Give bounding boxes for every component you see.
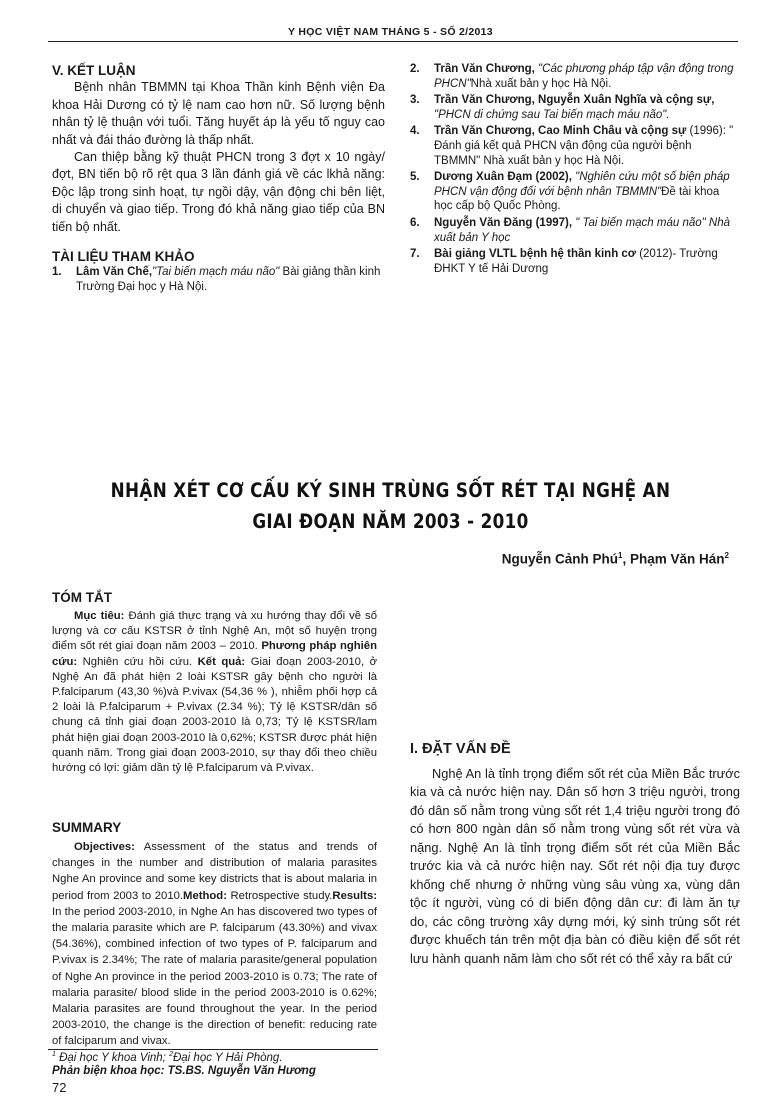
reference-item bbox=[410, 247, 740, 276]
reference-item bbox=[410, 93, 740, 122]
reference-number: 5. bbox=[410, 171, 420, 184]
reference-number: 4. bbox=[410, 125, 420, 138]
introduction-heading: I. ĐẶT VẤN ĐỀ bbox=[410, 741, 511, 757]
references-heading: TÀI LIỆU THAM KHẢO bbox=[52, 249, 195, 265]
abstract-result-label: Kết quả: bbox=[192, 655, 246, 668]
author-affiliation-mark: 1 bbox=[618, 551, 623, 560]
introduction-paragraph: Nghệ An là tỉnh trọng điểm sốt rét của Miền Bắc trước kia và cả nước hiện nay. Dân số hơn 3 triệu người, trong đó dân số nằm trong vùng sốt rét 1,4 triệu người trong đó có hơn 800 ngàn dân số nằm trong vùng sốt rét vừa và nặng. Nghệ An là tỉnh trọng điểm sốt rét của Miền Bắc trước kia và cả nước hiện nay. Sốt rét nội địa tuy được khống chế nhưng ở những vùng sâu vùng xa, vùng dân tộc ít người, vùng có di biến động dân cư: đi làm ăn tự do, các công trường xây dựng mới, ký sinh trùng sốt rét được khuếch tán trên một địa bàn có điều kiện để sốt rét lưu hành quanh năm làm cho sốt rét có thể xảy ra bất cứ bbox=[410, 765, 740, 966]
introduction-section bbox=[410, 740, 740, 968]
abstract-result-text: Giai đoạn 2003-2010, ở Nghệ An đã phát hiện 2 loài KSTSR gây bệnh cho người là P.falciparum (43,30 %)và P.vivax (54,36 % ), nhiễm phối hợp cả 2 loài là P.falciparum + P.vivax (2.34 %); Tỷ lệ KSTSR/dân số chung cả tỉnh giai đoạn 2003-2010 là 0,73; Tỷ lệ KSTSR/lam phát hiện giai đoạn 2003-2010 là 0,62%; KSTSR được phát hiện quanh năm. Trong giai đoạn 2003-2010, sự thay đổi theo chiều hướng có lợi: giảm dần tỷ lệ P.falciparum và P.vivax. bbox=[52, 655, 377, 775]
running-header: Y HỌC VIỆT NAM THÁNG 5 - SỐ 2/2013 bbox=[288, 26, 493, 38]
abstract-heading: TÓM TẮT bbox=[52, 590, 112, 605]
abstract-objective-text: Đánh giá thực trạng và xu hướng thay đổi về số lượng và cơ cấu KSTSR ở tỉnh Nghệ An, một số huyện trọng điểm sốt rét giai đoạn năm 2003 – 2010. bbox=[52, 610, 377, 653]
footnote-rule bbox=[48, 1049, 378, 1050]
reference-number: 6. bbox=[410, 216, 420, 229]
summary-objective-text: Assessment of the status and trends of changes in the number and distribution of malaria parasites Nghe An province and some key districts that is about malaria in period from 2003 to 2010. bbox=[52, 841, 377, 902]
reference-title: "PHCN di chứng sau Tai biến mạch máu não". bbox=[434, 108, 670, 121]
header-rule bbox=[48, 41, 738, 42]
summary-body bbox=[52, 839, 377, 1050]
reference-title: "Các phương pháp tập vận động trong PHCN" bbox=[434, 63, 734, 90]
affiliation-text: Đại học Y khoa Vinh; bbox=[55, 1051, 170, 1064]
summary-method-label: Method: bbox=[183, 889, 227, 902]
reference-author: Trần Văn Chương, bbox=[434, 63, 535, 75]
author-name: Nguyễn Cảnh Phú bbox=[501, 551, 619, 567]
article-title-line-1: NHẬN XÉT CƠ CẤU KÝ SINH TRÙNG SỐT RÉT TẠI NGHỆ AN bbox=[110, 479, 671, 502]
abstract-objective-label: Mục tiêu: bbox=[74, 610, 125, 622]
conclusion-paragraph-1: Bệnh nhân TBMMN tại Khoa Thần kinh Bệnh viện Đa khoa Hải Dương có tỷ lệ nam cao hơn nữ. Số lượng bệnh nhân tỷ lệ thuận với tuổi. Tăng huyết áp là yếu tố nguy cao nhất và đái tháo đường là thấp nhất. bbox=[52, 80, 385, 147]
conclusion-paragraph-2: Can thiệp bằng kỹ thuật PHCN trong 3 đợt x 10 ngày/đợt, BN tiến bộ rõ rệt qua 3 lần đánh giá về các lkhả năng: Độc lập trong sinh hoạt, tự ngồi dậy, vận động chi bên liệt, di chuyển và giao tiếp. Trong đó khả năng giao tiếp của BN tiến bộ nhất. bbox=[52, 150, 385, 234]
reviewer-footnote: Phản biện khoa học: TS.BS. Nguyễn Văn Hương bbox=[52, 1065, 316, 1077]
reference-author: Bài giảng VLTL bệnh hệ thần kinh cơ bbox=[434, 248, 636, 261]
abstract-method-text: Nghiên cứu hồi cứu. bbox=[77, 655, 193, 668]
abstract-body bbox=[52, 609, 377, 776]
reference-source: Đề tài khoa học cấp bộ Quốc Phòng. bbox=[434, 185, 720, 213]
summary-method-text: Retrospective study. bbox=[226, 889, 333, 902]
author-name: Phạm Văn Hán bbox=[630, 551, 725, 567]
summary-heading: SUMMARY bbox=[52, 820, 122, 835]
reference-number: 1. bbox=[52, 266, 62, 279]
abstract-vietnamese bbox=[52, 590, 377, 776]
conclusion-section bbox=[52, 62, 385, 297]
reference-item bbox=[410, 170, 740, 214]
reference-source: (1996): " Đánh giá kết quả PHCN vận động của người bệnh TBMMN" Nhà xuất bản y học Hà Nội. bbox=[434, 125, 734, 167]
reference-number: 7. bbox=[410, 248, 420, 261]
article-title-line-2: GIAI ĐOẠN NĂM 2003 - 2010 bbox=[252, 510, 529, 533]
reference-number: 3. bbox=[410, 94, 420, 107]
conclusion-heading: V. KẾT LUẬN bbox=[52, 63, 136, 78]
reference-title: "Tai biến mạch máu não" bbox=[152, 266, 280, 279]
author-affiliation-mark: 2 bbox=[724, 551, 729, 560]
reference-source: Nhà xuất bản y học Hà Nội. bbox=[470, 77, 612, 90]
reference-author: Dương Xuân Đạm (2002), bbox=[434, 171, 572, 184]
article-authors: Nguyễn Cảnh Phú$^1$, Phạm Văn Hán$^2$ bbox=[501, 551, 729, 567]
reference-title: " Tai biến mạch máu não" Nhà xuất bản Y học bbox=[434, 216, 731, 244]
affiliation-mark: 1 bbox=[52, 1051, 56, 1058]
reference-author: Lâm Văn Chế, bbox=[76, 266, 153, 279]
summary-result-text: In the period 2003-2010, in Nghe An has discovered two types of the malaria parasite which are P. falciparum (43.30%) and vivax (54.36%), combined infection of two types of P. falciparum and P.vivax is 2.34%; The rate of malaria parasite/general population of Nghe An province in the period 2003-2010 is 0.73; The rate of malaria parasite/ blood slide in the period 2003-2010 is 0.62%; Malaria parasites are found throughout the year. In the period 2003-2010, the change is the direction of benefit: reducing rate of falciparum and vivax. bbox=[52, 905, 377, 1048]
reference-item bbox=[410, 216, 740, 245]
references-list-continued bbox=[410, 62, 740, 278]
reference-title: "Nghiên cứu một số biện pháp PHCN vận động đối với bệnh nhân TBMMN" bbox=[434, 171, 730, 198]
page-number: 72 bbox=[52, 1080, 67, 1095]
reference-author: Trần Văn Chương, Nguyễn Xuân Nghĩa và cộng sự, bbox=[434, 94, 715, 107]
reference-item bbox=[410, 124, 740, 168]
reference-item bbox=[52, 265, 385, 294]
reference-item bbox=[410, 62, 740, 91]
summary-english bbox=[52, 820, 377, 1050]
affiliation-text: Đại học Y Hải Phòng. bbox=[172, 1051, 283, 1064]
reference-number: 2. bbox=[410, 63, 420, 75]
affiliation-mark: 2 bbox=[169, 1051, 173, 1058]
abstract-method-label: Phương pháp nghiên cứu: bbox=[52, 640, 377, 668]
reference-author: Trần Văn Chương, Cao Minh Châu và cộng sự bbox=[434, 125, 687, 138]
summary-objective-label: Objectives: bbox=[74, 841, 135, 853]
reference-author: Nguyễn Văn Đăng (1997), bbox=[434, 216, 573, 229]
reference-source: Bài giảng thần kinh Trường Đại học y Hà Nội. bbox=[76, 266, 381, 294]
summary-result-label: Results: bbox=[332, 889, 377, 902]
reference-source: (2012)- Trường ĐHKT Y tế Hải Dương bbox=[434, 248, 718, 275]
affiliations-footnote bbox=[52, 1051, 283, 1064]
